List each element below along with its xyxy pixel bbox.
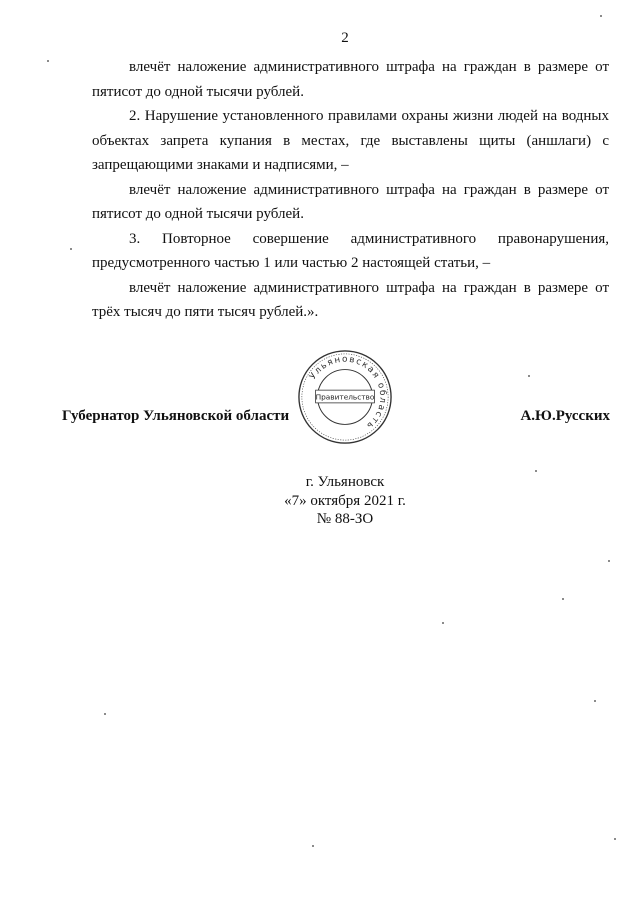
- date-line: «7» октября 2021 г.: [284, 492, 406, 509]
- paragraph-penalty-3: влечёт наложение административного штрафа на граждан в размере от трёх тысяч до пяти тысяч рублей.».: [92, 279, 609, 320]
- paragraph-item-3: 3. Повторное совершение административного правонарушения, предусмотренного частью 1 или частью 2 настоящей статьи, –: [92, 230, 609, 271]
- document-body: [92, 55, 609, 325]
- scan-speck: [594, 700, 596, 702]
- paragraph-penalty-2: влечёт наложение административного штрафа на граждан в размере от пятисот до одной тысячи рублей.: [92, 181, 609, 222]
- scan-speck: [528, 375, 530, 377]
- scan-speck: [47, 60, 49, 62]
- scan-speck: [70, 248, 72, 250]
- scan-speck: [608, 560, 610, 562]
- city-line: г. Ульяновск: [305, 474, 385, 490]
- signatory-title: Губернатор Ульяновской области: [62, 408, 290, 424]
- scan-speck: [535, 470, 537, 472]
- page-number: 2: [341, 30, 349, 46]
- paragraph-penalty-1: влечёт наложение административного штрафа на граждан в размере от пятисот до одной тысячи рублей.: [92, 59, 609, 100]
- scan-speck: [600, 15, 602, 17]
- official-seal-stamp: [296, 348, 394, 446]
- paragraph-item-2: 2. Нарушение установленного правилами охраны жизни людей на водных объектах запрета купания в местах, где выставлены щиты (аншлаги) с запрещающими знаками и надписями, –: [92, 108, 609, 173]
- seal-center-text: Правительство: [315, 392, 375, 402]
- scan-speck: [562, 598, 564, 600]
- law-number-line: № 88-ЗО: [316, 511, 374, 527]
- place-date-block: [0, 473, 640, 529]
- scan-speck: [442, 622, 444, 624]
- scan-speck: [104, 713, 106, 715]
- signatory-name: А.Ю.Русских: [520, 408, 610, 424]
- scan-speck: [614, 838, 616, 840]
- seal-outer-text: Ульяновская область: [308, 354, 388, 432]
- scan-speck: [312, 845, 314, 847]
